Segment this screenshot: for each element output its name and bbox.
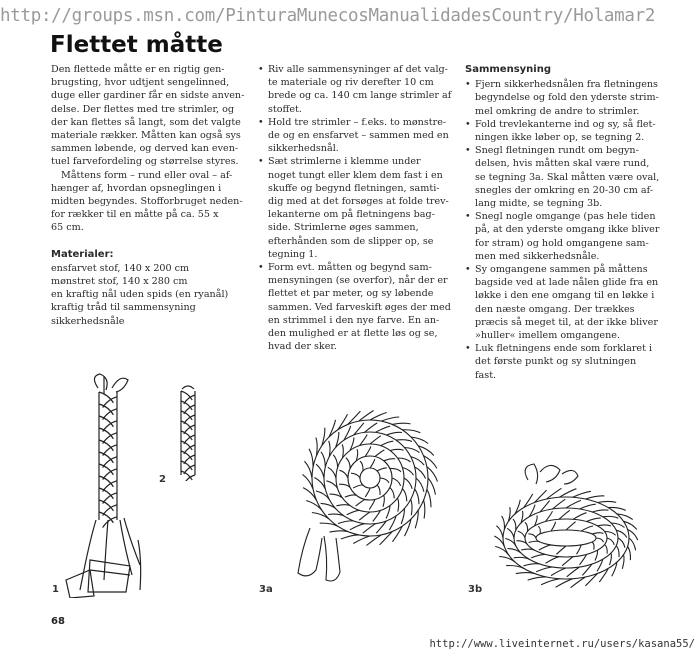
text-line: • Luk fletningens ende som forklaret i <box>475 343 653 355</box>
text-line: se tegning 3a. Skal måtten være oval, <box>475 171 660 183</box>
list-item: kraftig tråd til sammensyning <box>51 302 196 314</box>
column-3 <box>465 63 660 382</box>
text-line: Måttens form – rund eller oval – af- <box>61 169 233 181</box>
text-line: midten begyndes. Stofforbruget neden- <box>51 196 243 208</box>
text-line: en strimmel i den nye farve. En an- <box>268 314 440 326</box>
page-title: Flettet måtte <box>50 32 223 58</box>
bullet-item <box>465 210 660 263</box>
text-line: løkke i den ene omgang til en løkke i <box>475 290 655 302</box>
text-line: for stram) og hold omgangene sam- <box>475 237 649 249</box>
bullet-item <box>258 155 453 261</box>
braid-clamp-illustration <box>60 370 170 598</box>
list-item: sikkerhedsnåle <box>51 315 125 327</box>
text-line: brede og ca. 140 cm lange strimler af <box>268 90 452 102</box>
form-paragraph <box>51 169 243 235</box>
text-line: lekanterne om på fletningens bag- <box>268 209 435 221</box>
bullet-item <box>465 118 660 144</box>
materials-heading: Materialer: <box>51 248 114 260</box>
text-line: delsen, hvis måtten skal være rund, <box>475 158 650 170</box>
text-line: sikkerhedsnål. <box>268 143 339 155</box>
text-line: delse. Der flettes med tre strimler, og <box>51 103 234 115</box>
text-line: efterhånden som de slipper op, se <box>268 235 434 247</box>
column-2 <box>258 63 453 353</box>
bullet-item <box>465 263 660 342</box>
list-item: en kraftig nål uden spids (en ryanål) <box>51 289 229 301</box>
text-line: side. Strimlerne øges sammen, <box>268 222 419 234</box>
braid-illustration <box>168 383 208 481</box>
text-line: fast. <box>475 369 497 381</box>
text-line: hænger af, hvordan opsneglingen i <box>51 182 222 194</box>
text-line: præcis så meget til, at der ikke bliver <box>475 316 658 328</box>
text-line: på, at den yderste omgang ikke bliver <box>475 224 660 236</box>
text-line: • Riv alle sammensyninger af det valg- <box>268 64 448 75</box>
text-line: den mulighed er at flette løs og se, <box>268 328 438 340</box>
text-line: materiale rækker. Måtten kan også sys <box>51 130 241 142</box>
text-line: ningen ikke løber op, se tegning 2. <box>475 132 645 144</box>
text-line: noget tungt eller klem dem fast i en <box>268 169 443 181</box>
text-line: begyndelse og fold den yderste strim- <box>475 92 659 104</box>
materials-list <box>51 262 243 328</box>
text-line: snegles der omkring en 20-30 cm af- <box>475 184 654 196</box>
text-line: »huller« imellem omgangene. <box>475 330 620 342</box>
text-line: sammen. Ved farveskift øges der med <box>268 301 451 313</box>
list-item: ensfarvet stof, 140 x 200 cm <box>51 262 190 274</box>
text-line: for rækker til en måtte på ca. 55 x <box>51 209 219 221</box>
list-item: mønstret stof, 140 x 280 cm <box>51 276 188 288</box>
bullet-item <box>465 342 660 382</box>
text-line: • Fjern sikkerhedsnålen fra fletningens <box>475 79 658 91</box>
text-line: lang midte, se tegning 3b. <box>475 198 603 210</box>
text-line: • Snegl nogle omgange (pas hele tiden <box>475 211 656 223</box>
text-line: den næste omgang. Der trækkes <box>475 303 635 315</box>
text-line: dig med at det forsøges at folde trev- <box>268 196 449 208</box>
text-line: de og en ensfarvet – sammen med en <box>268 130 449 142</box>
text-line: • Hold tre strimler – f.eks. to mønstre- <box>268 116 447 128</box>
column-1 <box>51 63 243 328</box>
text-line: • Snegl fletningen rundt om begyn- <box>475 145 639 157</box>
text-line: tegning 1. <box>268 248 318 260</box>
figure-label-2: 2 <box>159 474 166 485</box>
text-line: • Sæt strimlerne i klemme under <box>268 156 421 168</box>
text-line: brugsting, hvor udtjent sengelinned, <box>51 77 230 89</box>
figure-label-3a: 3a <box>259 584 273 595</box>
text-line: flettet et par meter, og sy løbende <box>268 288 434 300</box>
text-line: tuel farvefordeling og størrelse styres. <box>51 156 239 168</box>
instructions-list <box>258 63 453 353</box>
text-line: te materiale og riv derefter 10 cm <box>268 77 434 89</box>
bullet-item <box>465 144 660 210</box>
oval-mat-illustration <box>478 462 648 592</box>
sewing-list <box>465 78 660 382</box>
text-line: skuffe og begynd fletningen, samti- <box>268 182 440 194</box>
bullet-item <box>465 78 660 118</box>
figure-label-3b: 3b <box>468 584 483 595</box>
text-line: mel omkring de andre to strimler. <box>475 105 640 117</box>
text-line: stoffet. <box>268 103 302 115</box>
intro-paragraph <box>51 63 243 169</box>
text-line: sammen løbende, og derved kan even- <box>51 143 239 155</box>
text-line: bagside ved at lade nålen glide fra en <box>475 277 659 289</box>
text-line: der kan flettes så langt, som det valgte <box>51 116 241 128</box>
round-mat-illustration <box>280 408 450 588</box>
bullet-item <box>258 116 453 156</box>
figure-label-1: 1 <box>52 584 59 595</box>
text-line: det første punkt og sy slutningen <box>475 356 637 368</box>
watermark-bottom: http://www.liveinternet.ru/users/kasana55/ <box>429 638 695 650</box>
text-line: • Form evt. måtten og begynd sam- <box>268 262 432 274</box>
sewing-heading: Sammensyning <box>465 64 551 75</box>
bullet-item <box>258 63 453 116</box>
text-line: duge eller gardiner får en sidste anven- <box>51 90 245 102</box>
text-line: hvad der sker. <box>268 341 337 353</box>
text-line: Den flettede måtte er en rigtig gen- <box>51 64 225 75</box>
text-line: • Fold trevlekanterne ind og sy, så flet- <box>475 118 656 130</box>
text-line: • Sy omgangene sammen på måttens <box>475 264 648 276</box>
text-line: 65 cm. <box>51 222 84 234</box>
text-line: mensyningen (se overfor), når der er <box>268 275 448 287</box>
watermark-top: http://groups.msn.com/PinturaMunecosManualidadesCountry/Holamar2 <box>0 6 656 26</box>
bullet-item <box>258 261 453 353</box>
text-line: men med sikkerhedsnåle. <box>475 250 600 262</box>
page-number: 68 <box>51 616 65 627</box>
